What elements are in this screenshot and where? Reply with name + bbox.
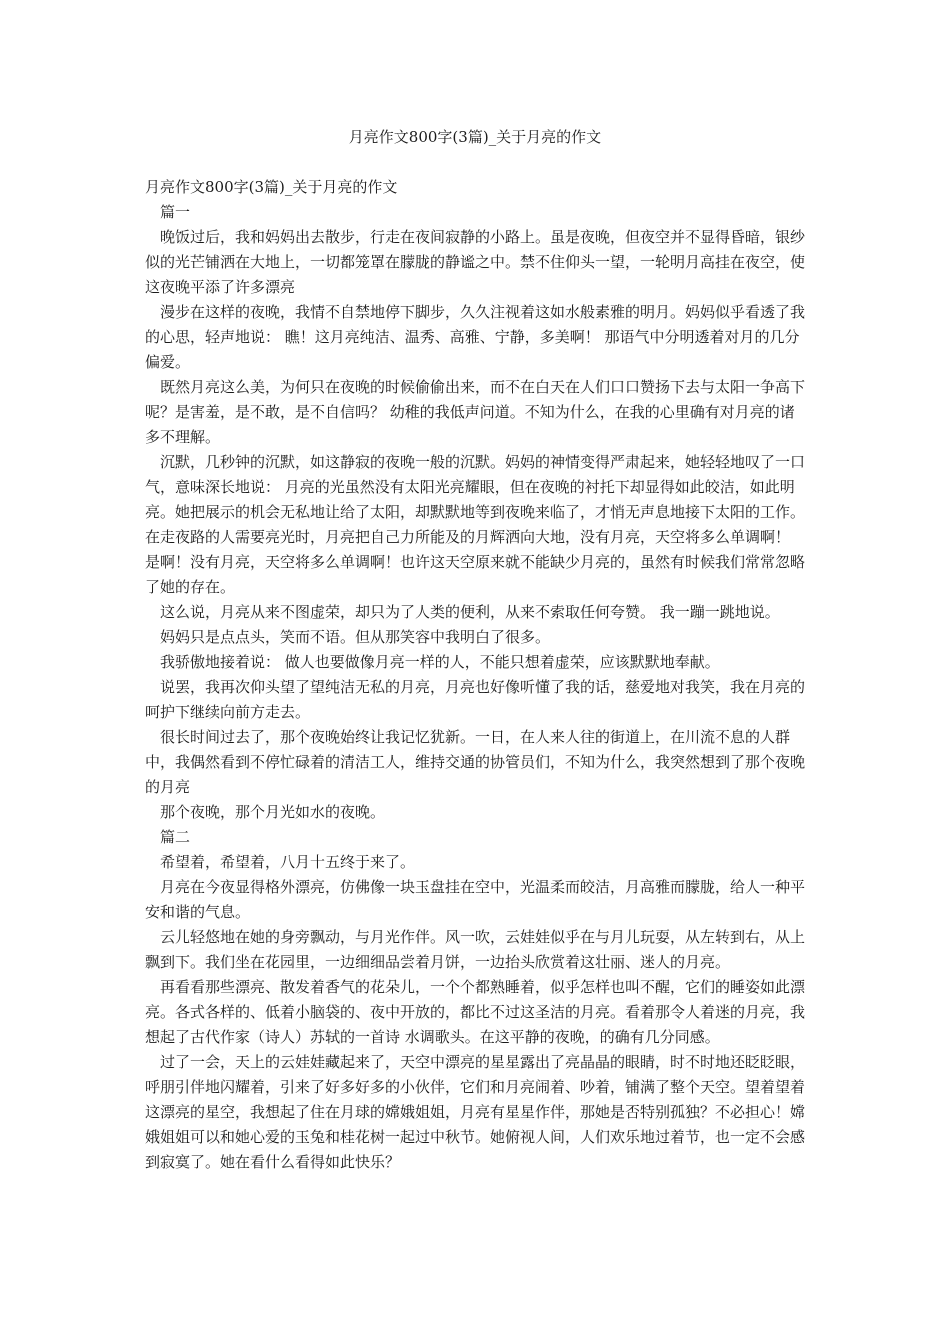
paragraph: 漫步在这样的夜晚，我情不自禁地停下脚步，久久注视着这如水般素雅的明月。妈妈似乎看透了我的心思，轻声地说： 瞧！这月亮纯洁、温秀、高雅、宁静，多美啊！ 那语气中分明透着对月的几分偏爱。 [145,303,806,371]
paragraph: 我骄傲地接着说： 做人也要做像月亮一样的人，不能只想着虚荣，应该默默地奉献。 [160,653,720,671]
paragraph: 既然月亮这么美，为何只在夜晚的时候偷偷出来，而不在白天在人们口口赞扬下去与太阳一争高下呢？是害羞，是不敢，是不自信吗？ 幼稚的我低声问道。不知为什么，在我的心里确有对月亮的诸多不理解。 [145,378,806,446]
paragraph: 晚饭过后，我和妈妈出去散步，行走在夜间寂静的小路上。虽是夜晚，但夜空并不显得昏暗，银纱似的光芒铺洒在大地上，一切都笼罩在朦胧的静谧之中。禁不住仰头一望，一轮明月高挂在夜空，使这夜晚平添了许多漂亮 [145,228,806,296]
section-heading-1: 篇一 [160,203,191,221]
page-title: 月亮作文800字(3篇)_关于月亮的作文 [348,128,602,146]
paragraph: 说罢，我再次仰头望了望纯洁无私的月亮，月亮也好像听懂了我的话，慈爱地对我笑，我在月亮的呵护下继续向前方走去。 [145,678,806,721]
paragraph: 妈妈只是点点头，笑而不语。但从那笑容中我明白了很多。 [160,628,551,646]
paragraph: 云儿轻悠地在她的身旁飘动，与月光作伴。风一吹，云娃娃似乎在与月儿玩耍，从左转到右，从上飘到下。我们坐在花园里，一边细细品尝着月饼，一边抬头欣赏着这壮丽、迷人的月亮。 [145,928,806,971]
paragraph: 沉默，几秒钟的沉默，如这静寂的夜晚一般的沉默。妈妈的神情变得严肃起来，她轻轻地叹了一口气，意味深长地说： 月亮的光虽然没有太阳光亮耀眼，但在夜晚的衬托下却显得如此皎洁，如此明亮。她把展示的机会无私地让给了太阳，却默默地等到夜晚来临了，才悄无声息地接下太阳的工作。在走夜路的人需要亮光时，月亮把自己力所能及的月辉洒向大地，没有月亮，天空将多么单调啊！ 是啊！没有月亮，天空将多么单调啊！也许这天空原来就不能缺少月亮的，虽然有时候我们常常忽略了她的存在。 [145,453,806,596]
paragraph: 希望着，希望着，八月十五终于来了。 [160,853,416,871]
paragraph: 这么说，月亮从来不图虚荣，却只为了人类的便利，从来不索取任何夸赞。 我一蹦一跳地说。 [160,603,780,621]
paragraph: 过了一会，天上的云娃娃藏起来了，天空中漂亮的星星露出了亮晶晶的眼睛，时不时地还眨眨眼，呼朋引伴地闪耀着，引来了好多好多的小伙伴，它们和月亮闹着、吵着，铺满了整个天空。望着望着这漂亮的星空，我想起了住在月球的嫦娥姐姐，月亮有星星作伴，那她是否特别孤独？不必担心！嫦娥姐姐可以和她心爱的玉兔和桂花树一起过中秋节。她俯视人间，人们欢乐地过着节，也一定不会感到寂寞了。她在看什么看得如此快乐？ [145,1053,806,1171]
paragraph: 月亮在今夜显得格外漂亮，仿佛像一块玉盘挂在空中，光温柔而皎洁，月高雅而朦胧，给人一种平安和谐的气息。 [145,878,806,921]
paragraph: 很长时间过去了，那个夜晚始终让我记忆犹新。一日，在人来人往的街道上，在川流不息的人群中，我偶然看到不停忙碌着的清洁工人，维持交通的协管员们，不知为什么，我突然想到了那个夜晚的月亮 [145,728,806,796]
paragraph: 再看看那些漂亮、散发着香气的花朵儿，一个个都熟睡着，似乎怎样也叫不醒，它们的睡姿如此漂亮。各式各样的、低着小脑袋的、夜中开放的，都比不过这圣洁的月亮。看着那令人着迷的月亮，我想起了古代作家（诗人）苏轼的一首诗 水调歌头。在这平静的夜晚，的确有几分同感。 [145,978,806,1046]
section-heading-2: 篇二 [160,828,191,846]
article-body [145,175,805,1175]
article-subtitle: 月亮作文800字(3篇)_关于月亮的作文 [145,178,398,196]
paragraph: 那个夜晚，那个月光如水的夜晚。 [160,803,386,821]
